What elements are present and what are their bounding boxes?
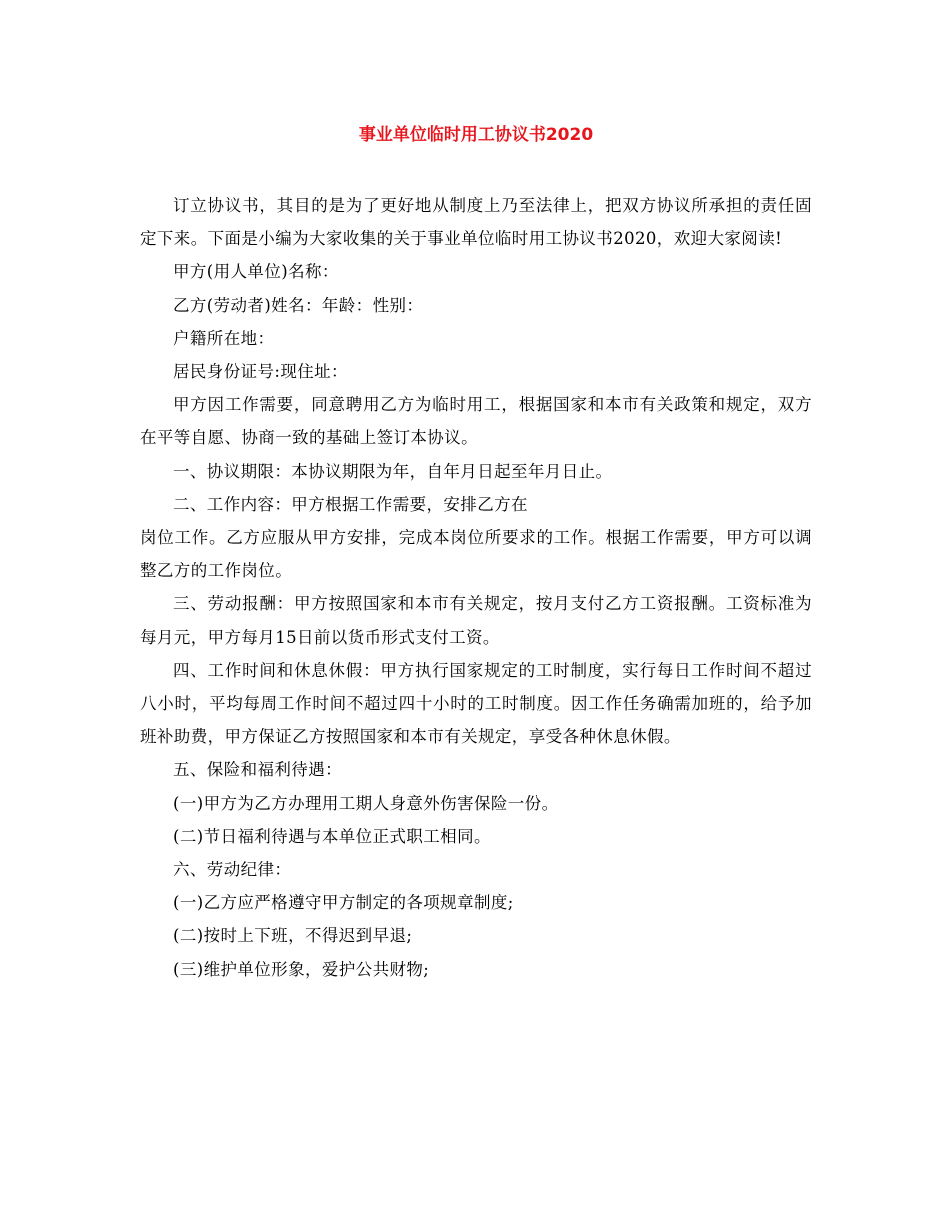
paragraph-discipline-item-2: (二)按时上下班，不得迟到早退; <box>173 926 413 946</box>
paragraph-discipline-item-1: (一)乙方应严格遵守甲方制定的各项规章制度; <box>173 893 514 913</box>
paragraph-insurance-heading: 五、保险和福利待遇： <box>173 760 342 780</box>
paragraph-id-address: 居民身份证号:现住址： <box>173 362 348 382</box>
document-title: 事业单位临时用工协议书2020 <box>358 125 594 145</box>
paragraph-insurance-item-2: (二)节日福利待遇与本单位正式职工相同。 <box>173 826 491 846</box>
paragraph-household-registration: 户籍所在地： <box>173 328 275 348</box>
paragraph-insurance-item-1: (一)甲方为乙方办理用工期人身意外伤害保险一份。 <box>173 793 559 813</box>
paragraph-work-content: 二、工作内容：甲方根据工作需要，安排乙方在 <box>173 494 528 514</box>
paragraph-party-b-info: 乙方(劳动者)姓名：年龄：性别： <box>173 295 424 315</box>
document-body <box>140 189 812 986</box>
paragraph-intro: 订立协议书，其目的是为了更好地从制度上乃至法律上，把双方协议所承担的责任固定下来。下面是小编为大家收集的关于事业单位临时用工协议书2020，欢迎大家阅读! <box>140 196 812 249</box>
paragraph-working-hours: 四、工作时间和休息休假：甲方执行国家规定的工时制度，实行每日工作时间不超过八小时，平均每周工作时间不超过四十小时的工时制度。因工作任务确需加班的，给予加班补助费，甲方保证乙方按照国家和本市有关规定，享受各种休息休假。 <box>140 660 812 747</box>
paragraph-term: 一、协议期限：本协议期限为年，自年月日起至年月日止。 <box>173 461 613 481</box>
paragraph-discipline-heading: 六、劳动纪律： <box>173 860 292 880</box>
paragraph-discipline-item-3: (三)维护单位形象，爱护公共财物; <box>173 959 430 979</box>
paragraph-work-content-continued: 岗位工作。乙方应服从甲方安排，完成本岗位所要求的工作。根据工作需要，甲方可以调整乙方的工作岗位。 <box>140 528 812 581</box>
paragraph-preamble: 甲方因工作需要，同意聘用乙方为临时用工，根据国家和本市有关政策和规定，双方在平等自愿、协商一致的基础上签订本协议。 <box>140 395 812 448</box>
paragraph-remuneration: 三、劳动报酬：甲方按照国家和本市有关规定，按月支付乙方工资报酬。工资标准为每月元，甲方每月15日前以货币形式支付工资。 <box>140 594 812 647</box>
paragraph-party-a-name: 甲方(用人单位)名称： <box>173 262 339 282</box>
